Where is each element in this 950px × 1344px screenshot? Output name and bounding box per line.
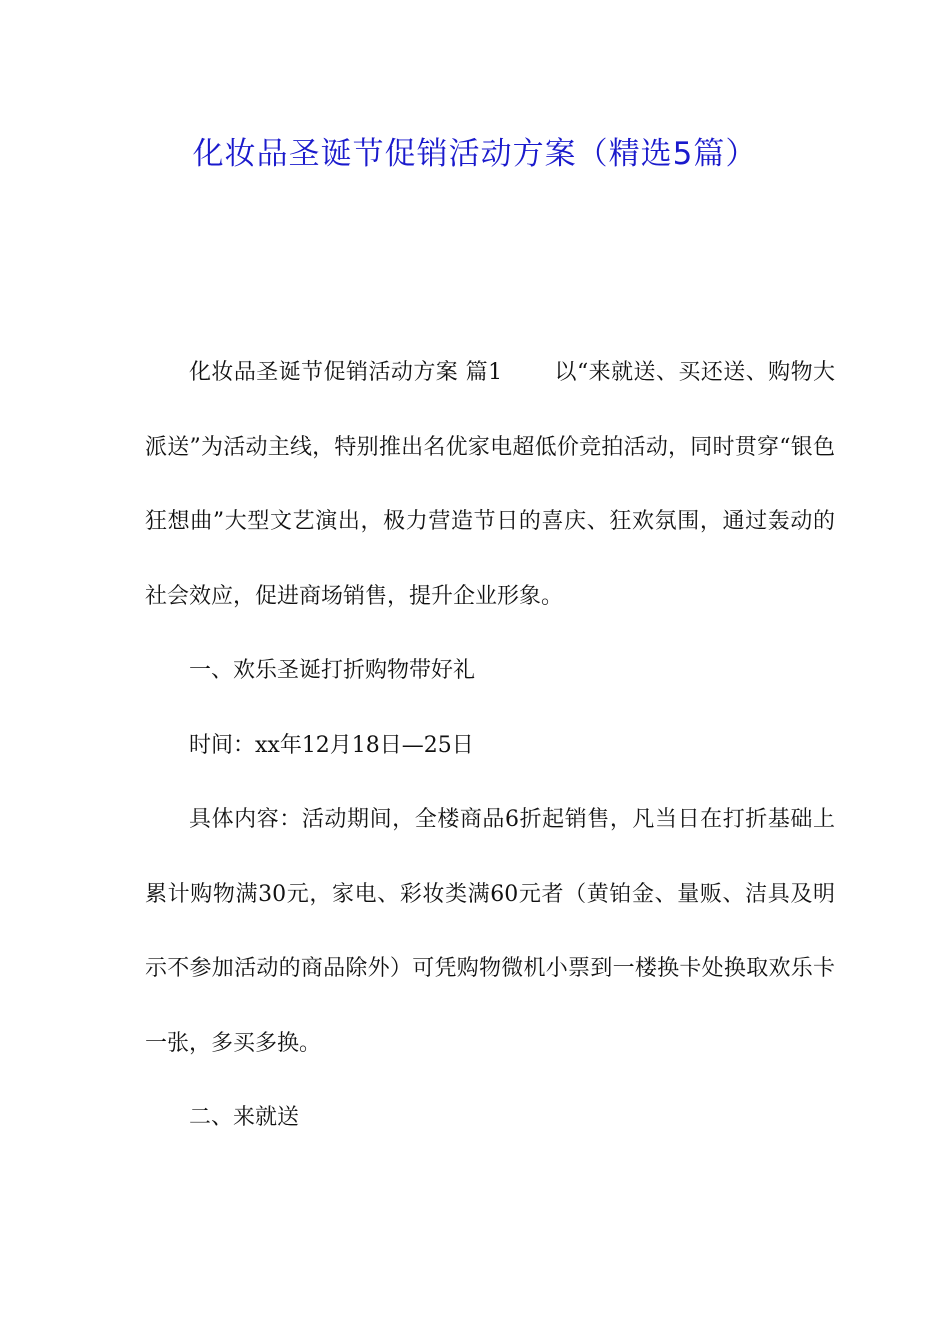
document-body [145, 336, 835, 1156]
paragraph-text: 以“来就送、买还送、购物大派送”为活动主线，特别推出名优家电超低价竞拍活动，同时贯穿“银色狂想曲”大型文艺演出，极力营造节日的喜庆、狂欢氛围，通过轰动的社会效应，促进商场销售，提升企业形象。 [145, 360, 835, 609]
paragraph-time: 时间：xx年12月18日—25日 [189, 732, 474, 758]
paragraph-intro [145, 336, 835, 634]
paragraph-details: 具体内容：活动期间，全楼商品6折起销售，凡当日在打折基础上累计购物满30元，家电、彩妆类满60元者（黄铂金、量贩、洁具及明示不参加活动的商品除外）可凭购物微机小票到一楼换卡处换取欢乐卡一张，多买多换。 [145, 807, 835, 1056]
paragraph-section-two: 二、来就送 [189, 1105, 300, 1130]
document-title: 化妆品圣诞节促销活动方案（精选5篇） [192, 136, 758, 172]
paragraph-section-one: 一、欢乐圣诞打折购物带好礼 [189, 658, 476, 683]
section-heading: 化妆品圣诞节促销活动方案 篇1 [189, 360, 503, 385]
